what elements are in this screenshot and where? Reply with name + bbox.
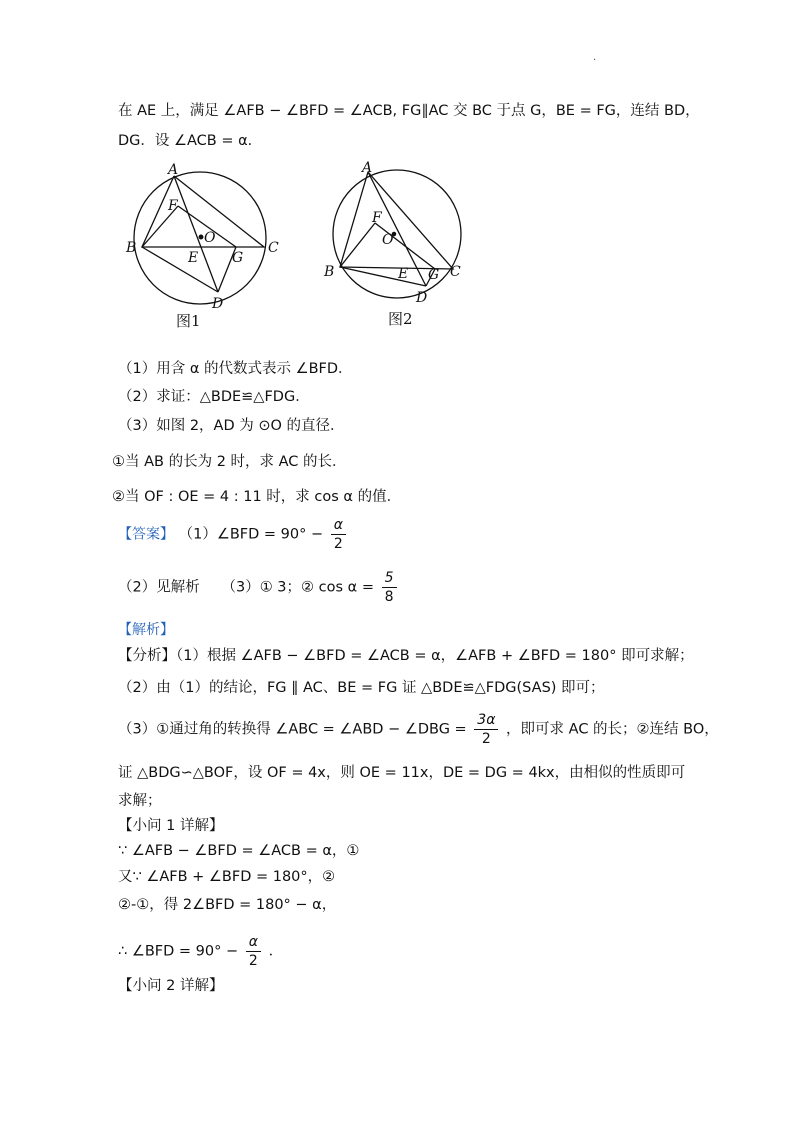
answer-line-2 xyxy=(118,569,400,606)
detail-1-tag: 【小问 1 详解】 xyxy=(118,818,224,834)
fig2-label-g: G xyxy=(428,267,440,283)
question-2: （2）求证：△BDE≌△FDG． xyxy=(118,389,310,405)
fenxi-tag: 【分析】 xyxy=(118,648,176,664)
fig2-fb xyxy=(340,223,375,267)
fig2-label-o: O xyxy=(382,232,394,248)
detail-1-step-4-fraction xyxy=(246,933,261,970)
fig1-label-d: D xyxy=(212,296,224,312)
fig2-label-f: F xyxy=(372,210,382,226)
answer-line-1 xyxy=(118,516,349,553)
answer-1-fraction xyxy=(331,516,346,553)
intro-line-1: 在 AE 上，满足 ∠AFB − ∠BFD = ∠ACB, FG∥AC 交 BC 于点 G，BE = FG，连结 BD， xyxy=(118,103,700,119)
detail-1-step-3: ②-①，得 2∠BFD = 180° − α， xyxy=(118,897,337,913)
detail-1-step-4-den: 2 xyxy=(248,953,258,969)
figure-1-labels xyxy=(125,162,279,330)
intro-line-2: DG．设 ∠ACB = α． xyxy=(118,133,263,149)
analysis-p5: 求解； xyxy=(118,793,162,809)
fig2-label-a: A xyxy=(362,160,373,176)
question-3a: ①当 AB 的长为 2 时，求 AC 的长． xyxy=(112,454,347,470)
answer-1-num: α xyxy=(331,516,346,535)
analysis-tag: 【解析】 xyxy=(118,622,174,638)
figure-1 xyxy=(134,172,266,304)
detail-1-step-4 xyxy=(118,933,283,970)
answer-2-fraction xyxy=(382,569,397,606)
analysis-p3-fraction xyxy=(474,711,498,748)
fig2-label-d: D xyxy=(416,290,428,306)
answer-tag: 【答案】 xyxy=(118,526,174,543)
fig1-label-a: A xyxy=(168,162,179,178)
fig1-label-b: B xyxy=(126,240,137,256)
analysis-p3-den: 2 xyxy=(481,731,491,747)
detail-1-step-4-prefix: ∴ ∠BFD = 90° − xyxy=(118,943,239,960)
answer-2-num: 5 xyxy=(382,569,397,588)
detail-2-tag: 【小问 2 详解】 xyxy=(118,978,224,994)
fig2-triangle-abc xyxy=(340,172,453,269)
answer-2-den: 8 xyxy=(384,589,394,605)
fig1-label-g: G xyxy=(232,250,244,266)
question-3: （3）如图 2，AD 为 ⊙O 的直径． xyxy=(118,418,345,434)
analysis-p1-text: （1）根据 ∠AFB − ∠BFD = ∠ACB = α，∠AFB + ∠BFD = 180° 即可求解； xyxy=(176,648,694,664)
question-3b: ②当 OF : OE = 4 : 11 时，求 cos α 的值． xyxy=(112,489,402,505)
detail-1-step-1: ∵ ∠AFB − ∠BFD = ∠ACB = α，① xyxy=(118,843,360,859)
analysis-p3-num: 3α xyxy=(474,711,498,730)
analysis-p3 xyxy=(118,711,719,748)
detail-1-step-4-suffix: ． xyxy=(268,943,284,960)
fig1-label-f: F xyxy=(168,198,178,214)
geometry-figures xyxy=(118,158,478,334)
fig1-label-o: O xyxy=(204,230,216,246)
analysis-p2: （2）由（1）的结论，FG ∥ AC、BE = FG 证 △BDE≌△FDG(SAS) 即可； xyxy=(118,680,605,696)
fig2-label-b: B xyxy=(324,264,335,280)
fig1-label-e: E xyxy=(188,250,199,266)
fig1-label-c: C xyxy=(268,240,279,256)
analysis-p3-suffix: ，即可求 AC 的长；②连结 BO， xyxy=(506,721,719,738)
answer-2-text: （2）见解析 （3）① 3；② cos α = xyxy=(118,579,374,596)
analysis-p1 xyxy=(118,645,694,667)
fig1-caption: 图1 xyxy=(176,312,201,330)
header-mark: . xyxy=(593,52,597,63)
fig2-caption: 图2 xyxy=(388,310,413,328)
analysis-p3-prefix: （3）①通过角的转换得 ∠ABC = ∠ABD − ∠DBG = xyxy=(118,721,467,738)
figure-2-labels xyxy=(323,160,461,328)
figure-2 xyxy=(333,170,461,298)
answer-1-den: 2 xyxy=(333,536,343,552)
analysis-p4: 证 △BDG∽△BOF，设 OF = 4x，则 OE = 11x，DE = DG = 4kx，由相似的性质即可 xyxy=(118,765,686,781)
detail-1-step-2: 又∵ ∠AFB + ∠BFD = 180°，② xyxy=(118,869,336,885)
detail-1-step-4-num: α xyxy=(246,933,261,952)
fig2-bd xyxy=(340,267,426,286)
fig2-label-c: C xyxy=(450,264,461,280)
question-1: （1）用含 α 的代数式表示 ∠BFD． xyxy=(118,361,353,377)
fig1-center-o xyxy=(199,235,203,239)
answer-1-text: （1）∠BFD = 90° − xyxy=(178,526,324,543)
fig2-label-e: E xyxy=(398,266,409,282)
fig2-circle xyxy=(333,170,461,298)
